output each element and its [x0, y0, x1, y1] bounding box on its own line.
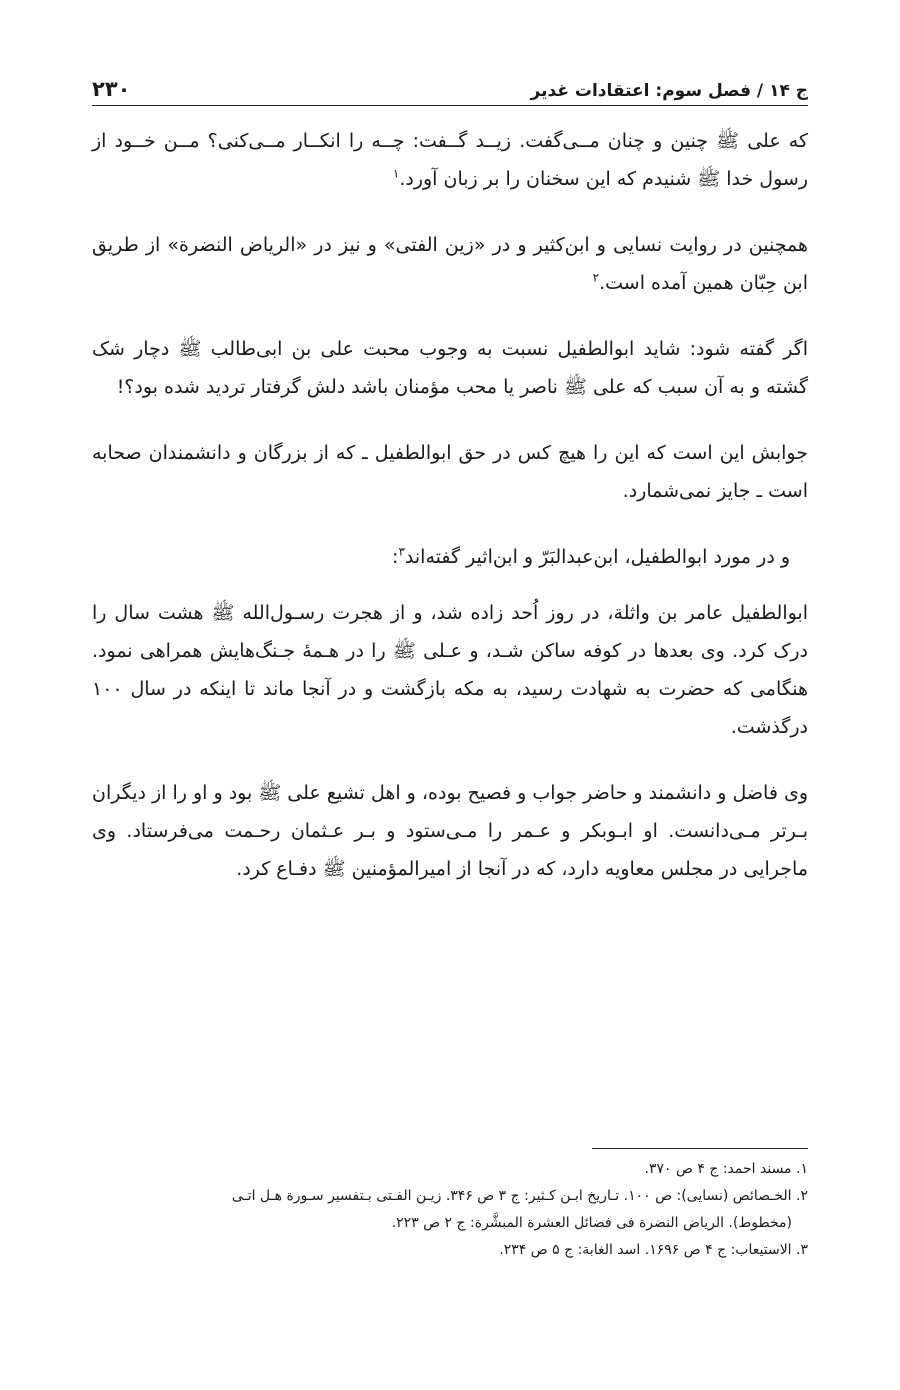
- footnote: ۱. مسند احمد: ج ۴ ص ۳۷۰.: [644, 1161, 808, 1177]
- paragraph-text: اگر گفته شود: شاید ابوالطفیل نسبت به وجوب محبت علی بن ابی‌طالب ﷺ دچار شک گشته و به آن سبب که علی ﷺ ناصر یا محب مؤمنان باشد دلش گرفتار تردید شده بود؟!: [92, 338, 808, 398]
- footnote-marker: ۳: [398, 544, 405, 559]
- running-title: ج ۱۴ / فصل سوم: اعتقادات غدیر: [530, 81, 808, 101]
- paragraph: [92, 122, 808, 198]
- paragraph-text: جوابش این است که این را هیچ کس در حق ابوالطفیل ـ که از بزرگان و دانشمندان صحابه است ـ جایز نمی‌شمارد.: [92, 442, 808, 502]
- body-text: [92, 122, 808, 888]
- footnote: ۳. الاستیعاب: ج ۴ ص ۱۶۹۶. اسد الغابة: ج ۵ ص ۲۳۴.: [499, 1242, 808, 1258]
- paragraph: [92, 774, 808, 888]
- colon: :: [392, 546, 399, 568]
- footnote-marker: ۲: [592, 270, 600, 285]
- paragraph-text: ابوالطفیل عامر بن واثلة، در روز اُحد زاده شد، و از هجرت رسـول‌الله ﷺ هشت سال را درک کرد. وی بعدها در کوفه ساکن شـد، و عـلی ﷺ را در هـمهٔ جـنگ‌هایش همراهی نمود. هنگامی که حضرت به شهادت رسید، به مکه بازگشت و در آنجا ماند تا اینکه در سال ۱۰۰ درگذشت.: [92, 602, 808, 738]
- paragraph: [92, 226, 808, 302]
- book-page: [92, 60, 808, 916]
- running-header: [92, 60, 808, 106]
- paragraph: [92, 594, 808, 746]
- footnote-marker: ۱: [392, 166, 400, 181]
- page-number: ۲۳۰: [92, 77, 131, 101]
- paragraph: [92, 330, 808, 406]
- footnotes: [92, 1156, 808, 1264]
- footnote-separator: [592, 1148, 808, 1149]
- footnote: ۲. الخـصائص (نسایی): ص ۱۰۰. تـاریخ ابـن کـثیر: ج ۳ ص ۳۴۶. زیـن الفـتی بـتفسیر سـورة هـل اتـی: [231, 1188, 808, 1204]
- paragraph-text: و در مورد ابوالطفیل، ابن‌عبدالبَرّ و ابن‌اثیر گفته‌اند: [404, 546, 790, 568]
- quote-intro: [92, 538, 808, 576]
- paragraph-text: وی فاضل و دانشمند و حاضر جواب و فصیح بوده، و اهل تشیع علی ﷺ بود و او را از دیگران بـرتر مـی‌دانست. او ابـوبکر و عـمر را مـی‌ستود و بـر عـثمان رحـمت می‌فرستاد. وی ماجرایی در مجلس معاویه دارد، که در آنجا از امیرالمؤمنین ﷺ دفـاع کرد.: [92, 782, 808, 880]
- paragraph-text: همچنین در روایت نسایی و ابن‌کثیر و در «زین الفتی» و نیز در «الریاض النضرة» از طریق ابن حِبّان همین آمده است.: [92, 234, 808, 294]
- paragraph: [92, 434, 808, 510]
- footnote-continuation: (مخطوط). الریاض النضرة فی فضائل العشرة المبشَّرة: ج ۲ ص ۲۲۳.: [391, 1215, 792, 1231]
- paragraph-text: که علی ﷺ چنین و چنان مــی‌گفت. زیــد گــفت: چــه را انکــار مــی‌کنی؟ مــن خــود از رسول خدا ﷺ شنیدم که این سخنان را بر زبان آورد.: [92, 130, 808, 190]
